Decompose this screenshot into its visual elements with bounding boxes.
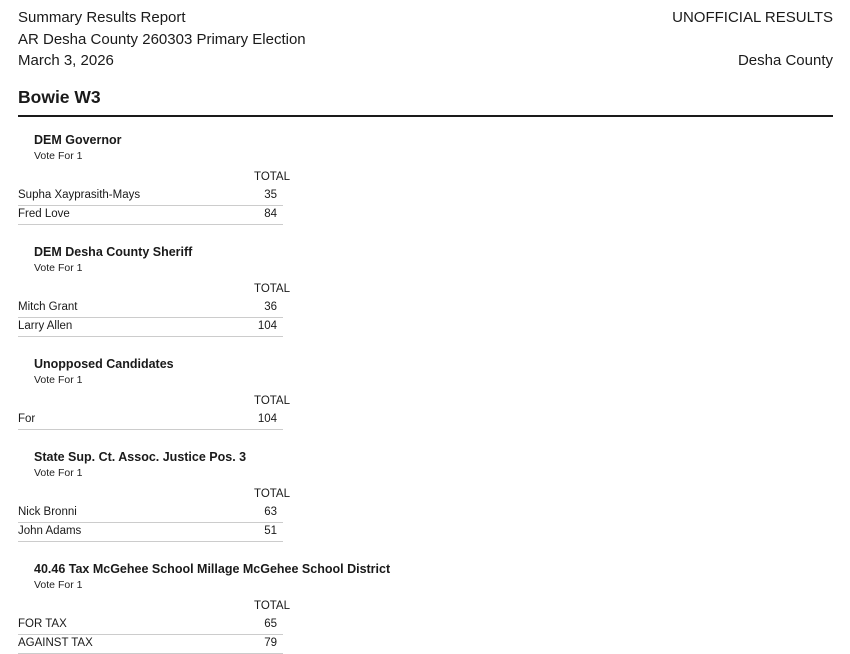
candidate-row (18, 616, 283, 635)
county-name: Desha County (737, 52, 833, 69)
vote-total: 104 (257, 412, 277, 425)
vote-total: 35 (264, 188, 277, 201)
election-date: March 3, 2026 (18, 52, 114, 69)
contest-list (18, 133, 833, 654)
candidate-row (18, 187, 283, 206)
candidate-name: Fred Love (18, 207, 70, 220)
total-column-header: TOTAL (254, 599, 290, 612)
candidate-name: AGAINST TAX (18, 636, 93, 649)
contest-mcgehee-school-millage (18, 562, 833, 654)
report-header-left (18, 7, 306, 72)
report-header-right (672, 7, 833, 72)
vote-total: 51 (264, 524, 277, 537)
report-header (18, 7, 833, 72)
vote-total: 104 (257, 319, 277, 332)
vote-for-label: Vote For 1 (34, 466, 83, 479)
vote-for-label: Vote For 1 (34, 261, 83, 274)
contest-title: Unopposed Candidates (34, 356, 174, 371)
report-title: Summary Results Report (18, 9, 186, 26)
contest-dem-governor (18, 133, 833, 225)
vote-total: 79 (264, 636, 277, 649)
candidate-name: Larry Allen (18, 319, 73, 332)
vote-total: 84 (264, 207, 277, 220)
vote-for-label: Vote For 1 (34, 149, 83, 162)
contest-dem-desha-county-sheriff (18, 245, 833, 337)
candidate-name: Supha Xayprasith-Mays (18, 188, 141, 201)
vote-total: 63 (264, 505, 277, 518)
contest-title: State Sup. Ct. Assoc. Justice Pos. 3 (34, 449, 247, 464)
candidate-row (18, 635, 283, 654)
contest-title: 40.46 Tax McGehee School Millage McGehee School District (34, 561, 391, 576)
candidate-name: FOR TAX (18, 617, 67, 630)
candidate-row (18, 206, 283, 225)
candidate-row (18, 299, 283, 318)
candidate-name: John Adams (18, 524, 82, 537)
total-column-header: TOTAL (254, 170, 290, 183)
candidate-row (18, 318, 283, 337)
vote-total: 36 (264, 300, 277, 313)
precinct-title: Bowie W3 (18, 87, 833, 117)
total-column-header: TOTAL (254, 394, 290, 407)
candidate-row (18, 523, 283, 542)
candidate-name: For (18, 412, 36, 425)
vote-for-label: Vote For 1 (34, 373, 83, 386)
total-column-header: TOTAL (254, 487, 290, 500)
results-status-label: UNOFFICIAL RESULTS (672, 9, 833, 26)
vote-total: 65 (264, 617, 277, 630)
candidate-name: Nick Bronni (18, 505, 77, 518)
election-name: AR Desha County 260303 Primary Election (18, 30, 306, 48)
candidate-name: Mitch Grant (18, 300, 78, 313)
candidate-row (18, 411, 283, 430)
total-column-header: TOTAL (254, 282, 290, 295)
contest-unopposed-candidates (18, 357, 833, 430)
contest-title: DEM Governor (34, 132, 122, 147)
vote-for-label: Vote For 1 (34, 578, 83, 591)
contest-title: DEM Desha County Sheriff (34, 244, 193, 259)
contest-state-sup-ct-assoc-justice (18, 450, 833, 542)
candidate-row (18, 504, 283, 523)
